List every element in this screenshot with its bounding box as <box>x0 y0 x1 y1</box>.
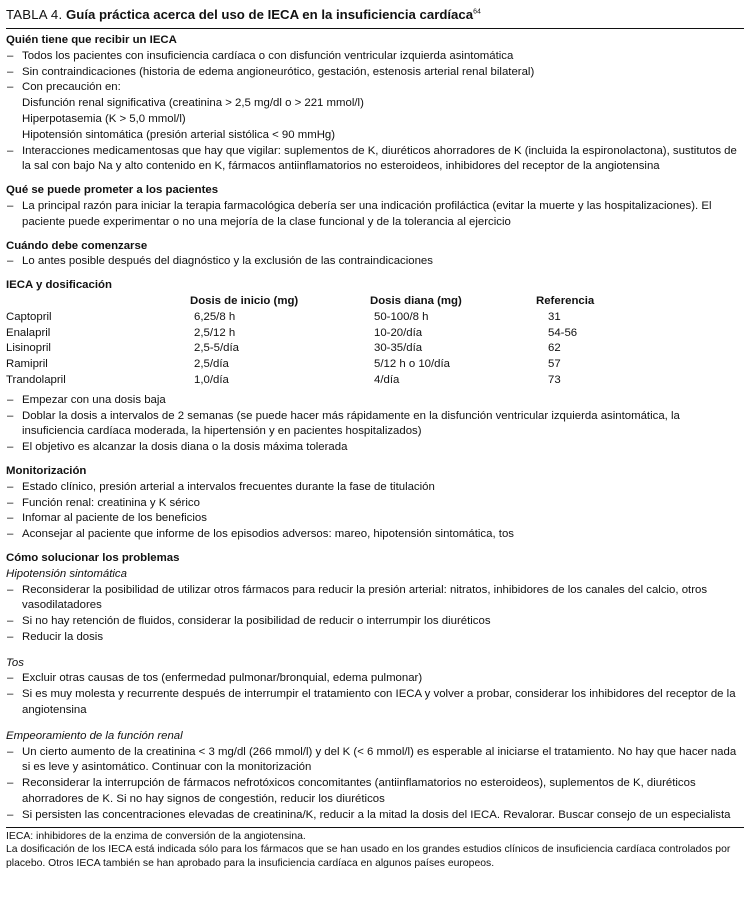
section-monitorizacion <box>6 464 744 543</box>
table-caption <box>6 6 744 28</box>
list-item: – Aconsejar al paciente que informe de los episodios adversos: mareo, hipotensión sintomática, tos <box>7 528 514 541</box>
drug-name: Lisinopril <box>6 342 51 355</box>
reference: 62 <box>548 342 561 355</box>
column-header: Dosis diana (mg) <box>370 294 462 307</box>
subsection-heading: Hipotensión sintomática <box>6 567 127 580</box>
section-heading: Cómo solucionar los problemas <box>6 551 180 564</box>
list <box>6 199 744 231</box>
reference: 73 <box>548 373 561 386</box>
caution-item: Hipotensión sintomática (presión arterial sistólica < 90 mmHg) <box>22 128 336 141</box>
section-heading: Cuándo debe comenzarse <box>6 239 148 252</box>
start-dose: 2,5/día <box>194 358 229 371</box>
start-dose: 2,5-5/día <box>194 342 239 355</box>
list <box>6 144 744 176</box>
column-header: Dosis de inicio (mg) <box>190 294 299 307</box>
drug-name: Ramipril <box>6 358 48 371</box>
list-item: – Si es muy molesta y recurrente después de interrumpir el tratamiento con IECA y volver a probar, considerar los inhibidores del receptor de la angiotensina <box>7 688 736 717</box>
drug-name: Enalapril <box>6 326 51 339</box>
section-prometer <box>6 183 744 230</box>
subsection-hipotension <box>6 567 744 646</box>
table-label: TABLA 4. <box>6 7 63 22</box>
table-row <box>6 310 656 326</box>
guideline-table <box>6 0 744 870</box>
section-heading: Qué se puede prometer a los pacientes <box>6 184 219 197</box>
table-row <box>6 341 656 357</box>
footnote: La dosificación de los IECA está indicada sólo para los fármacos que se han usado en los grandes estudios clínicos de insuficiencia cardíaca controlados por placebo. Otros IECA también se han aprobado para la insuficiencia cardíaca en algunos países europeos. <box>6 844 731 869</box>
list-item: – Un cierto aumento de la creatinina < 3 mg/dl (266 mmol/l) y del K (< 6 mmol/l) es esperable al iniciarse el tratamiento. No hay que hacer nada si es leve y asintomático. Continuar con la monitorización <box>7 745 737 774</box>
footnote: IECA: inhibidores de la enzima de conversión de la angiotensina. <box>6 830 306 842</box>
list-item: – Reducir la dosis <box>7 630 104 643</box>
list-item: – Lo antes posible después del diagnóstico y la exclusión de las contraindicaciones <box>7 255 433 268</box>
list-item: – Reconsiderar la posibilidad de utilizar otros fármacos para reducir la presión arterial: nitratos, inhibidores de los canales del calcio, otros vasodilatadores <box>7 583 708 612</box>
table-header-row <box>6 294 656 310</box>
section-heading: Quién tiene que recibir un IECA <box>6 34 177 46</box>
subsection-renal <box>6 729 744 824</box>
list <box>6 480 744 543</box>
column-header <box>6 294 190 310</box>
column-header: Referencia <box>536 294 595 307</box>
start-dose: 2,5/12 h <box>194 326 236 339</box>
list-item: – Todos los pacientes con insuficiencia cardíaca o con disfunción ventricular izquierda asintomática <box>7 49 514 62</box>
caution-item: Disfunción renal significativa (creatinina > 2,5 mg/dl o > 221 mmol/l) <box>22 97 364 110</box>
top-rule <box>6 28 744 29</box>
section-heading: IECA y dosificación <box>6 279 112 292</box>
table-title: Guía práctica acerca del uso de IECA en la insuficiencia cardíaca <box>66 7 474 22</box>
table-row <box>6 373 656 389</box>
list-item: – Infomar al paciente de los beneficios <box>7 512 207 525</box>
section-heading: Monitorización <box>6 464 87 477</box>
list-item: – Doblar la dosis a intervalos de 2 semanas (se puede hacer más rápidamente en la disfunción ventricular izquierda asintomática, la insuficiencia cardíaca moderada, la hipertensión y en pacientes hospitalizados) <box>7 409 680 438</box>
reference: 57 <box>548 358 561 371</box>
section-quien <box>6 33 744 175</box>
subsection-heading: Empeoramiento de la función renal <box>6 729 183 742</box>
target-dose: 30-35/día <box>374 342 423 355</box>
list <box>6 393 744 456</box>
start-dose: 1,0/día <box>194 373 229 386</box>
reference: 54-56 <box>548 326 578 339</box>
list <box>6 583 744 646</box>
subsection-tos <box>6 656 744 719</box>
target-dose: 50-100/8 h <box>374 310 429 323</box>
reference: 31 <box>548 310 561 323</box>
list-item: – Interacciones medicamentosas que hay que vigilar: suplementos de K, diuréticos ahorradores de K (incluida la espironolactona), sustitutos de la sal con bajo Na y alto contenido en K, fármacos antiinflamatorios no esteroideos, inhibidores del receptor de la angiotensina <box>7 144 737 173</box>
subsection-heading: Tos <box>6 656 24 669</box>
list <box>6 254 744 270</box>
list-item: – Excluir otras causas de tos (enfermedad pulmonar/bronquial, edema pulmonar) <box>7 672 423 685</box>
table-row <box>6 357 656 373</box>
list-item: – Empezar con una dosis baja <box>7 393 166 406</box>
drug-name: Captopril <box>6 310 52 323</box>
drug-name: Trandolapril <box>6 373 66 386</box>
section-comenzar <box>6 239 744 271</box>
dosing-table <box>6 294 656 389</box>
section-dosificacion <box>6 278 744 456</box>
target-dose: 5/12 h o 10/día <box>374 358 451 371</box>
list <box>6 49 744 96</box>
caution-item: Hiperpotasemia (K > 5,0 mmol/l) <box>22 112 186 125</box>
list-item: – Función renal: creatinina y K sérico <box>7 496 200 509</box>
title-reference: 64 <box>473 8 481 16</box>
list-item: – El objetivo es alcanzar la dosis diana o la dosis máxima tolerada <box>7 441 348 454</box>
list <box>6 745 744 824</box>
list-item: – Sin contraindicaciones (historia de edema angioneurótico, gestación, estenosis arterial renal bilateral) <box>7 65 535 78</box>
target-dose: 10-20/día <box>374 326 423 339</box>
section-problemas <box>6 551 744 824</box>
list <box>6 671 744 718</box>
table-row <box>6 326 656 342</box>
list-item: – Si no hay retención de fluidos, considerar la posibilidad de reducir o interrumpir los diuréticos <box>7 615 491 628</box>
list-item: – La principal razón para iniciar la terapia farmacológica debería ser una indicación profiláctica (evitar la muerte y las hospitalizaciones). El paciente puede experimentar o no una mejoría de la clase funcional y de la tolerancia al ejercicio <box>7 199 712 228</box>
list-item: – Si persisten las concentraciones elevadas de creatinina/K, reducir a la mitad la dosis del IECA. Revalorar. Buscar consejo de un especialista <box>7 808 731 821</box>
list-item: – Estado clínico, presión arterial a intervalos frecuentes durante la fase de titulación <box>7 480 435 493</box>
footnotes <box>6 827 744 871</box>
target-dose: 4/día <box>374 373 400 386</box>
list-item: – Con precaución en: <box>7 81 121 94</box>
list-item: – Reconsiderar la interrupción de fármacos nefrotóxicos concomitantes (antiinflamatorios no esteroideos), suplementos de K, diuréticos ahorradores de K. Si no hay signos de congestión, reducir los diuréticos <box>7 777 696 806</box>
start-dose: 6,25/8 h <box>194 310 236 323</box>
